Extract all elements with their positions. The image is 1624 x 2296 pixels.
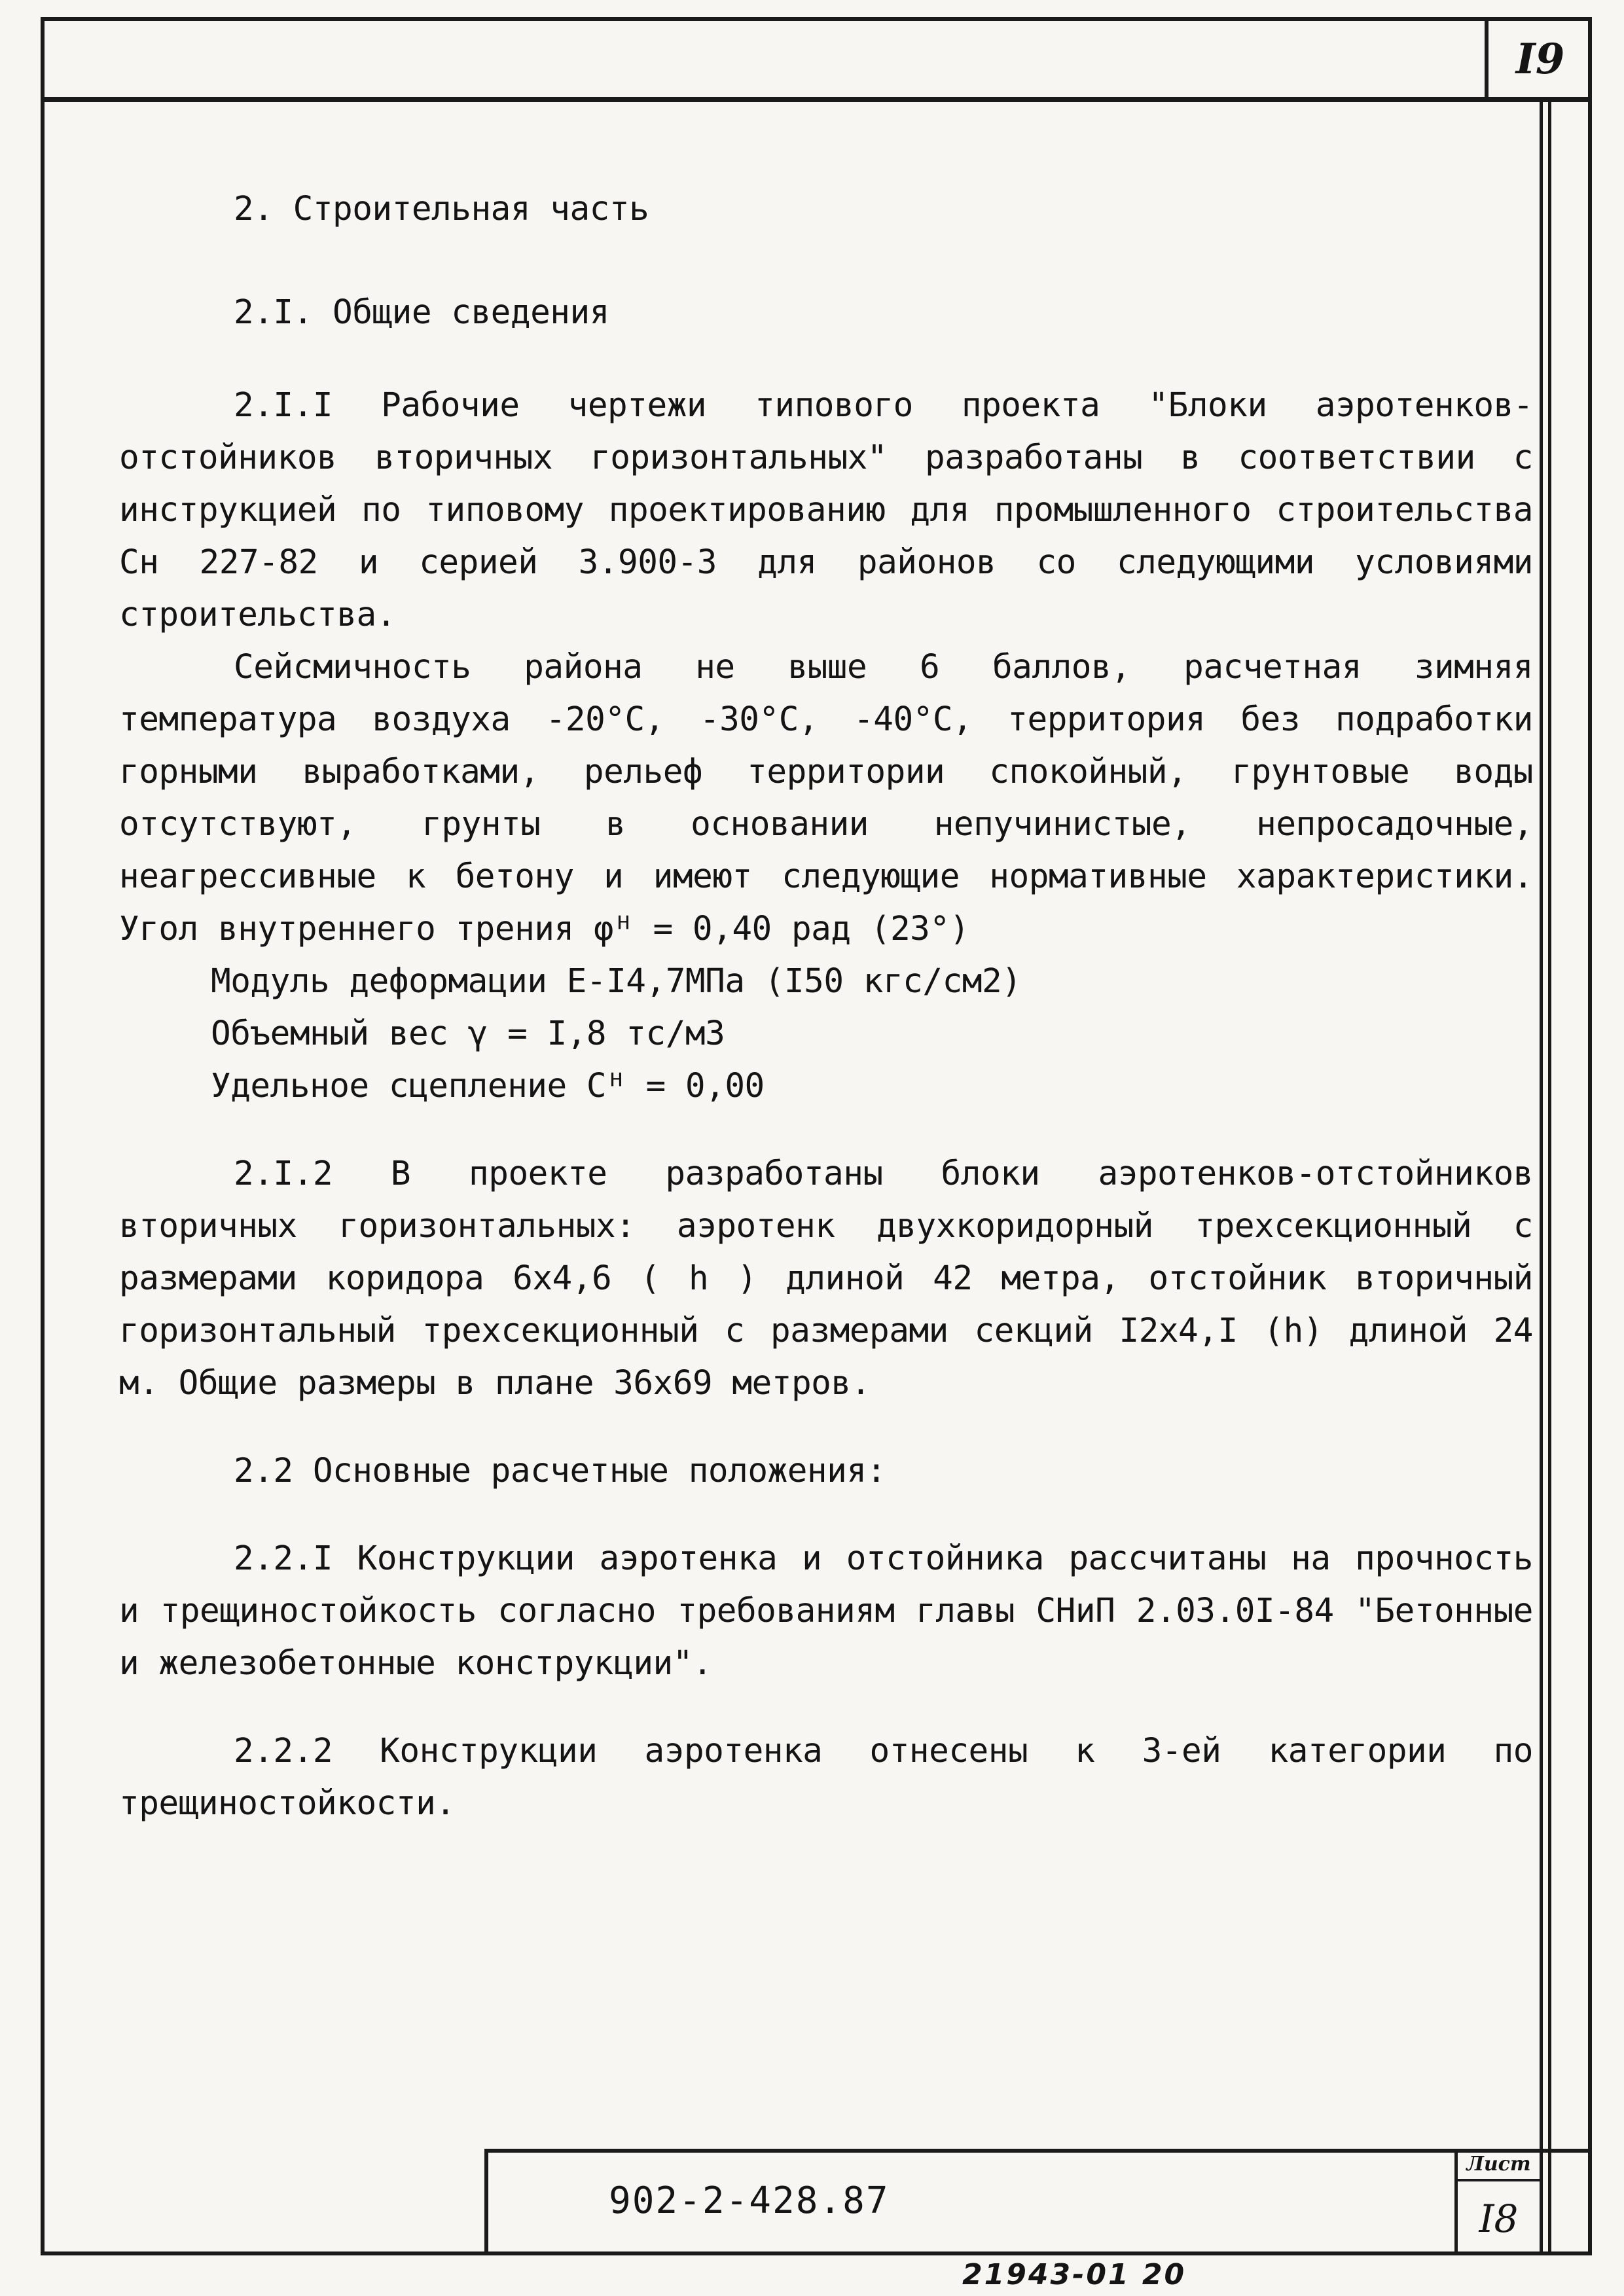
line-deformation-modulus: Модуль деформации Е-I4,7МПа (I50 кгс/см2): [211, 962, 1022, 1001]
section-title: 2. Строительная часть: [234, 190, 649, 228]
document-body: [119, 164, 1533, 1830]
page-number: I9: [1515, 34, 1565, 84]
document-code: 902-2-428.87: [609, 2179, 890, 2222]
paragraph-conditions: Сейсмичность района не выше 6 баллов, расчетная зимняя температура воздуха -20°С, -30°С, -40°С, территория без подработки горными выработками, рельеф территории спокойный, грунтовые воды отсутствуют, грунты в основании непучинистые, непросадочные, неагрессивные к бетону и имеют следующие нормативные характеристики. Угол внутреннего трения φᴴ = 0,40 рад (23°): [119, 648, 1533, 948]
right-margin-rule: [1540, 98, 1551, 2255]
paragraph-2-1-1: 2.I.I Рабочие чертежи типового проекта "Блоки аэротенков-отстойников вторичных горизонтальных" разработаны в соответствии с инструкцией по типовому проектированию для промышленного строительства Сн 227-82 и серией 3.900-3 для районов со следующими условиями строительства.: [119, 386, 1533, 634]
paragraph-2-2-1: 2.2.I Конструкции аэротенка и отстойника рассчитаны на прочность и трещиностойкость согласно требованиям главы СНиП 2.03.0I-84 "Бетонные и железобетонные конструкции".: [119, 1539, 1533, 1683]
paragraph-2-2-2: 2.2.2 Конструкции аэротенка отнесены к 3-ей категории по трещиностойкости.: [119, 1732, 1533, 1823]
line-cohesion: Удельное сцепление Сᴴ = 0,00: [211, 1067, 765, 1105]
sheet-label: Лист: [1458, 2149, 1540, 2181]
line-volume-weight: Объемный вес γ = I,8 тс/м3: [211, 1014, 725, 1053]
paragraph-2-1-2: 2.I.2 В проекте разработаны блоки аэротенков-отстойников вторичных горизонтальных: аэротенк двухкоридорный трехсекционный с размерами коридора 6х4,6 ( h ) длиной 42 метра, отстойник вторичный горизонтальный трехсекционный с размерами секций I2х4,I (h) длиной 24 м. Общие размеры в плане 36х69 метров.: [119, 1155, 1533, 1403]
subsection-title: 2.I. Общие сведения: [234, 293, 609, 332]
archive-number: 21943-01 20: [962, 2258, 1187, 2291]
sheet-box: [1454, 2149, 1540, 2255]
page-number-box: [1485, 17, 1592, 101]
section-2-2-title: 2.2 Основные расчетные положения:: [234, 1452, 886, 1490]
sheet-number: I8: [1479, 2196, 1519, 2241]
header-rule: [41, 97, 1592, 102]
